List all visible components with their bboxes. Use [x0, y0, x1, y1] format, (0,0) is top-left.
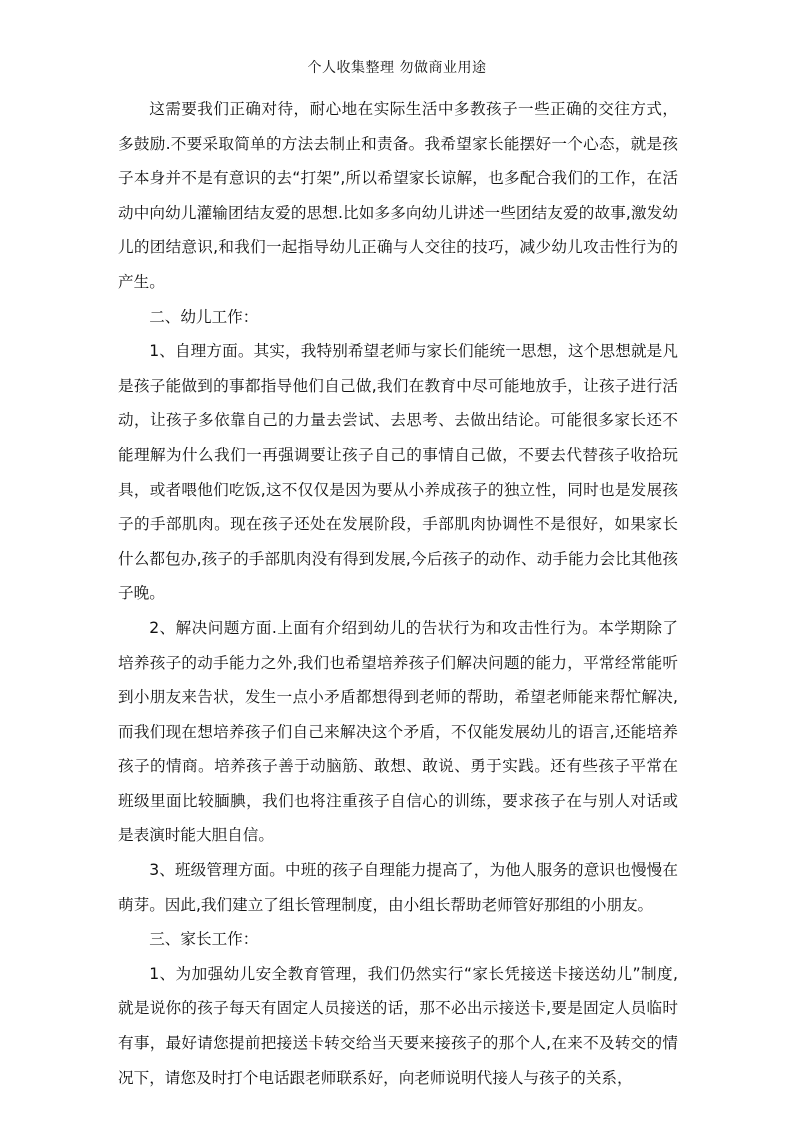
paragraph-problem-solving: 2、解决问题方面.上面有介绍到幼儿的告状行为和攻击性行为。本学期除了培养孩子的动手能力之外,我们也希望培养孩子们解决问题的能力，平常经常能听到小朋友来告状，发生一点小矛盾都想得到老师的帮助，希望老师能来帮忙解决,而我们现在想培养孩子们自己来解决这个矛盾，不仅能发展幼儿的语言,还能培养孩子的情商。培养孩子善于动脑筋、敢想、敢说、勇于实践。还有些孩子平常在班级里面比较腼腆，我们也将注重孩子自信心的训练，要求孩子在与别人对话或是表演时能大胆自信。 [118, 618, 678, 845]
paragraph-self-care: 1、自理方面。其实，我特别希望老师与家长们能统一思想，这个思想就是凡是孩子能做到的事都指导他们自己做,我们在教育中尽可能地放手，让孩子进行活动，让孩子多依靠自己的力量去尝试、去思考、去做出结论。可能很多家长还不能理解为什么我们一再强调要让孩子自己的事情自己做，不要去代替孩子收拾玩具，或者喂他们吃饭,这不仅仅是因为要从小养成孩子的独立性，同时也是发展孩子的手部肌肉。现在孩子还处在发展阶段，手部肌肉协调性不是很好，如果家长什么都包办,孩子的手部肌肉没有得到发展,今后孩子的动作、动手能力会比其他孩子晚。 [118, 342, 678, 603]
document-body [118, 92, 678, 1095]
paragraph-intro: 这需要我们正确对待，耐心地在实际生活中多教孩子一些正确的交往方式，多鼓励.不要采取简单的方法去制止和责备。我希望家长能摆好一个心态，就是孩子本身并不是有意识的去“打架”,所以希望家长谅解，也多配合我们的工作，在活动中向幼儿灌输团结友爱的思想.比如多多向幼儿讲述一些团结友爱的故事,激发幼儿的团结意识,和我们一起指导幼儿正确与人交往的技巧，减少幼儿攻击性行为的产生。 [118, 100, 678, 291]
paragraph-class-management: 3、班级管理方面。中班的孩子自理能力提高了，为他人服务的意识也慢慢在萌芽。因此,我们建立了组长管理制度，由小组长帮助老师管好那组的小朋友。 [118, 861, 678, 914]
paragraph-pickup-card: 1、为加强幼儿安全教育管理，我们仍然实行“家长凭接送卡接送幼儿”制度,就是说你的孩子每天有固定人员接送的话，那不必出示接送卡,要是固定人员临时有事，最好请您提前把接送卡转交给当天要来接孩子的那个人,在来不及转交的情况下，请您及时打个电话跟老师联系好，向老师说明代接人与孩子的关系， [118, 964, 678, 1087]
page-header: 个人收集整理 勿做商业用途 [307, 60, 487, 76]
section-heading-child-work: 二、幼儿工作： [149, 307, 259, 326]
section-heading-parent-work: 三、家长工作： [149, 930, 259, 949]
